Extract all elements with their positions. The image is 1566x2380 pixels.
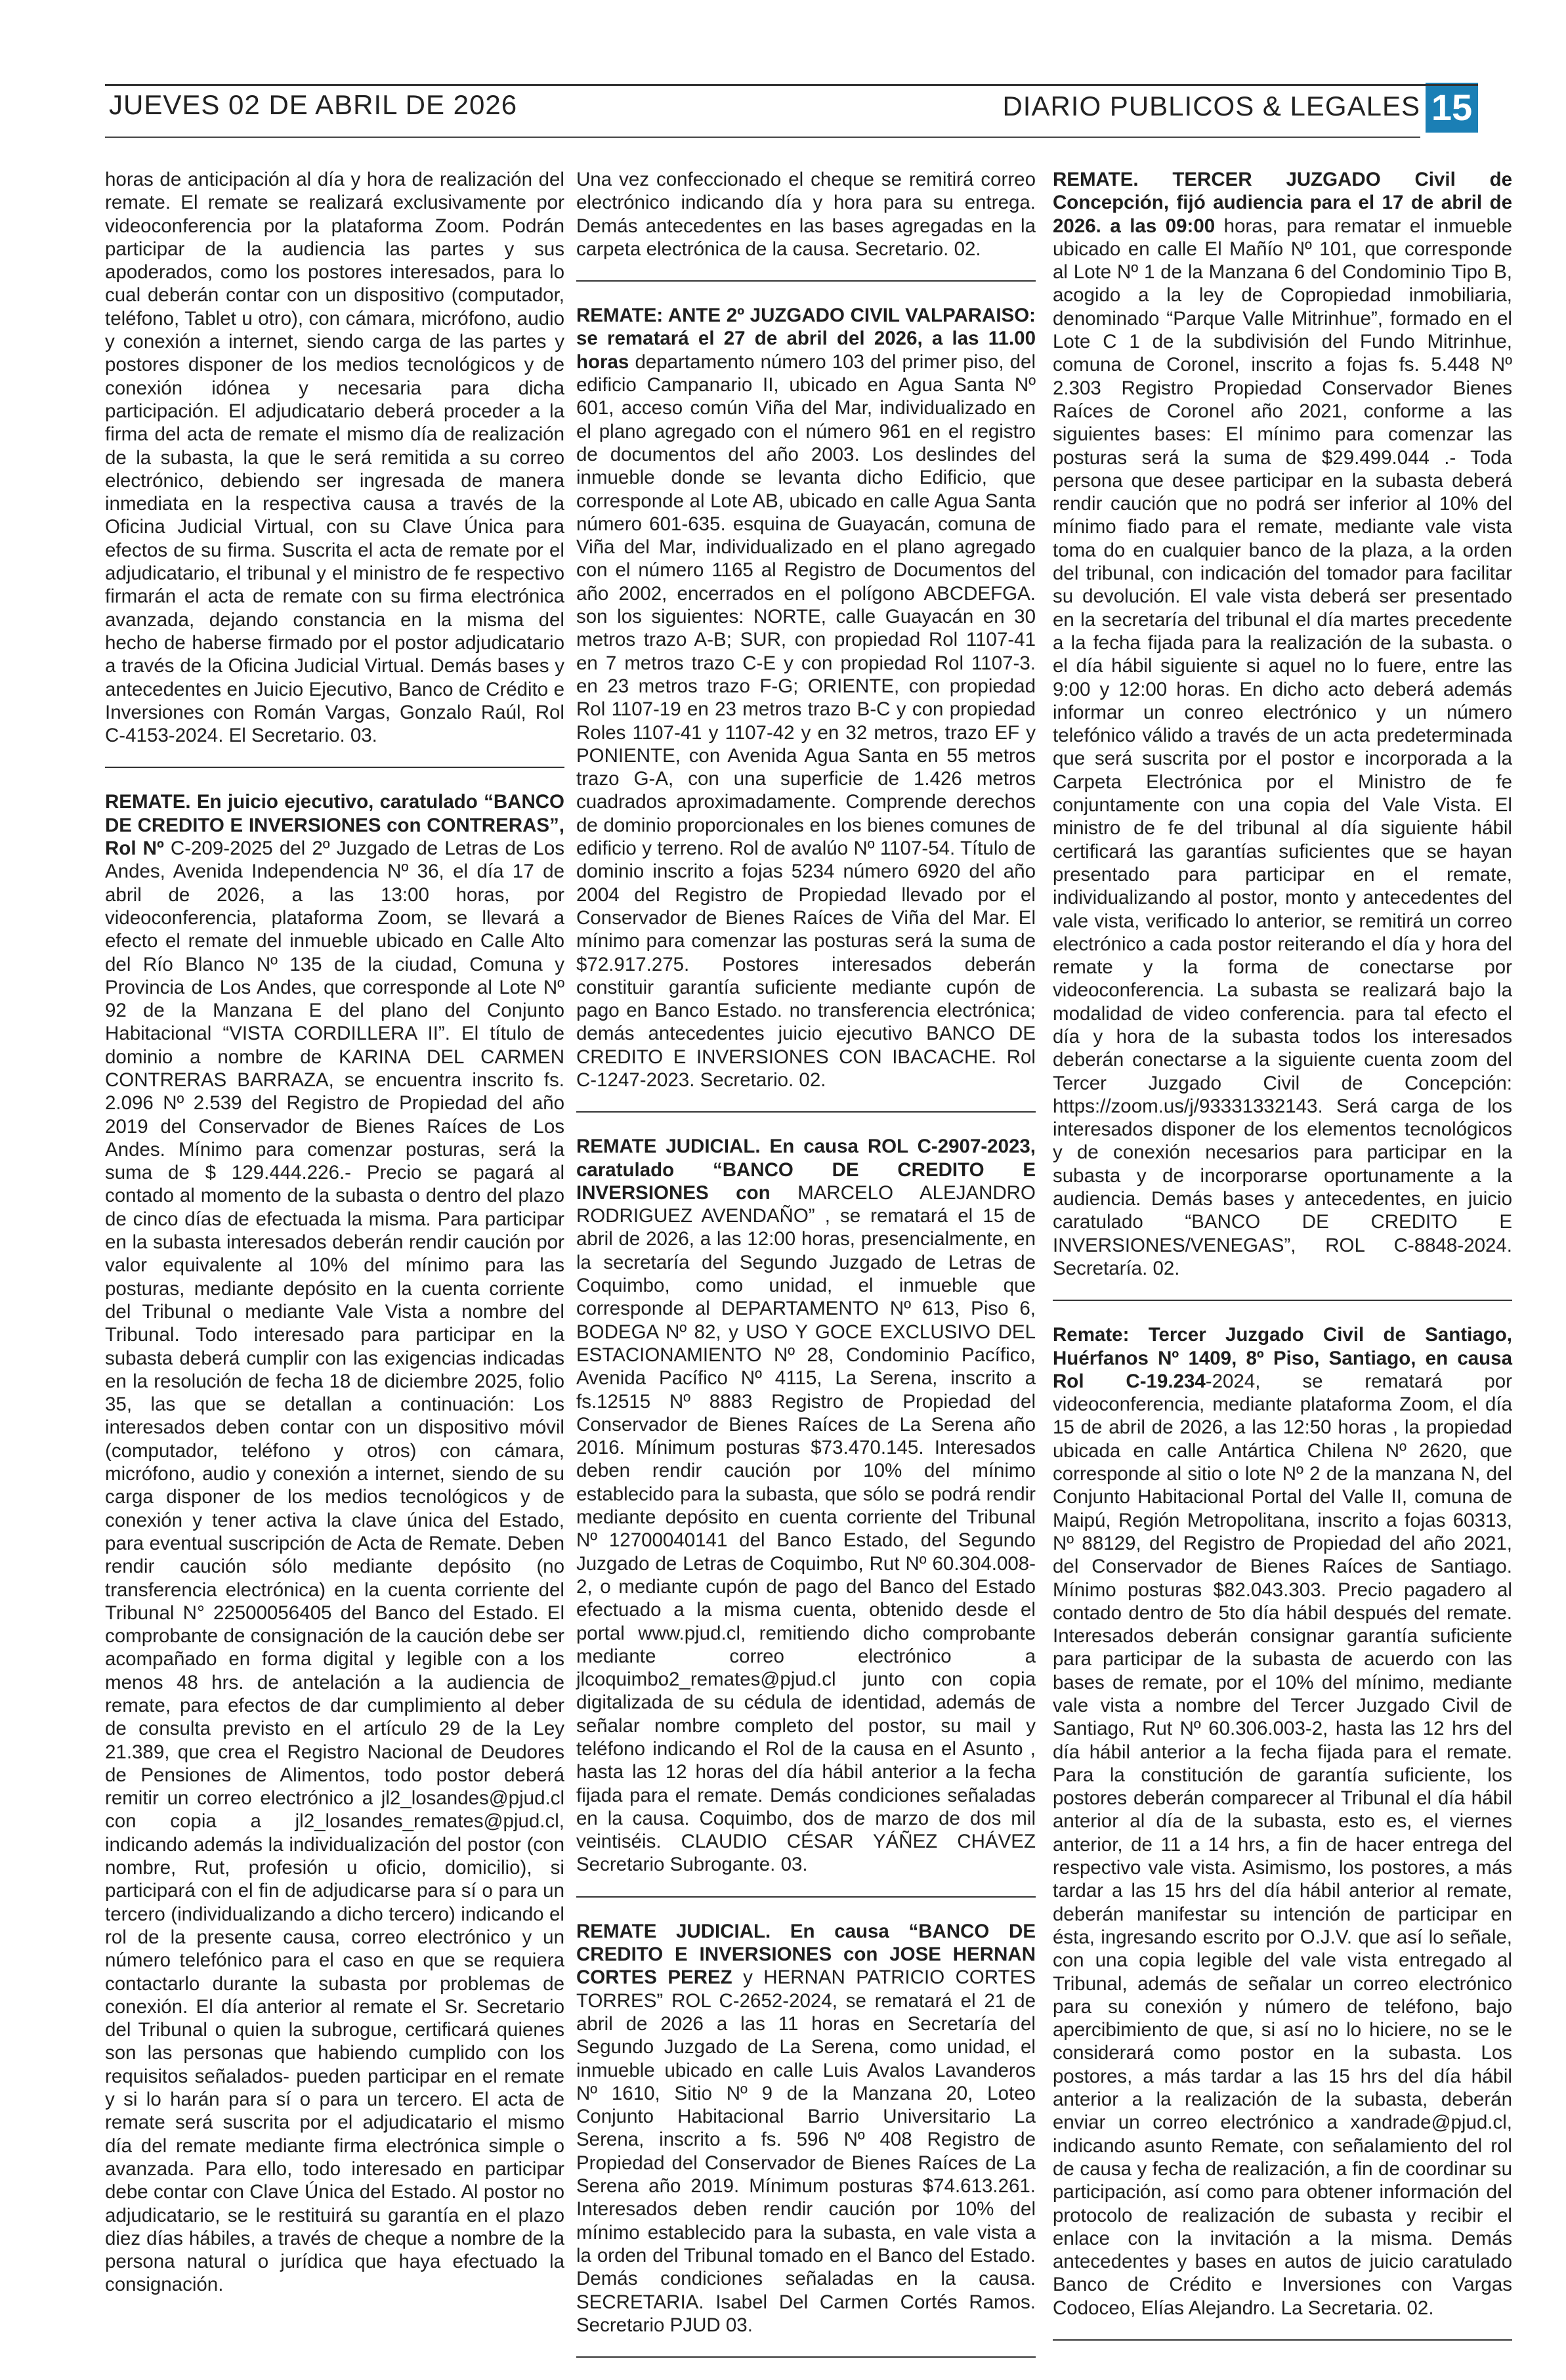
notice-divider — [105, 767, 564, 768]
notice-lead: REMATE. TERCER JUZGADO Civil de Concepción, fijó audiencia para el 17 de abril de 2026. a las 09:00 — [1053, 169, 1512, 237]
notice-lead: REMATE JUDICIAL. En causa ROL C-2907-2023, caratulado “BANCO DE CREDITO E INVERSIONES con — [576, 1136, 1036, 1204]
notice-divider — [576, 1111, 1036, 1113]
notice-remate-valparaiso — [576, 304, 1036, 1092]
header-rule-top — [105, 84, 1478, 86]
notice-divider — [576, 280, 1036, 282]
notice-remate-la-serena — [576, 1920, 1036, 2337]
issue-date: JUEVES 02 DE ABRIL DE 2026 — [109, 89, 518, 120]
notice-lead: Remate: Tercer Juzgado Civil de Santiago, Huérfanos Nº 1409, 8º Piso, Santiago, en causa Rol C-19.234 — [1053, 1324, 1512, 1392]
page-header — [105, 84, 1478, 137]
notice-divider — [576, 1896, 1036, 1898]
notice-remate-concepcion — [1053, 168, 1512, 1280]
notice-body: Una vez confeccionado el cheque se remitirá correo electrónico indicando día y hora para su entrega. Demás antecedentes en las bases agregadas en la carpeta electrónica de la causa. Secretario. 02. — [576, 169, 1036, 260]
notice-body: horas, para rematar el inmueble ubicado en calle El Mañío Nº 101, que corresponde al Lote Nº 1 de la Manzana 6 del Condominio Tipo B, acogido a la ley de Copropiedad inmobiliaria, denominado “Parque Valle Mitrinhue”, formado en el Lote C 1 de la subdivisión del Fundo Mitrinhue, comuna de Coronel, inscrito a fojas fs. 5.448 Nº 2.303 Registro Propiedad Conservador Bienes Raíces de Coronel año 2021, conforme a las siguientes bases: El mínimo para comenzar las posturas será la suma de $29.499.044 .- Toda persona que desee participar en la subasta deberá rendir caución que no podrá ser inferior al 10% del mínimo fiado para el remate, mediante vale vista toma do en cualquier banco de la plaza, a la orden del tribunal, con indicación del tomador para facilitar su devolución. El vale vista deberá ser presentado en la secretaría del tribunal el día martes precedente a la fecha fijada para la realización de la subasta. o el día hábil siguiente si aquel no lo fuere, entre las 9:00 y 12:00 horas. En dicho acto deberá además informar un conreo electrónico y un número telefónico válido a través de un acta predeterminada que será suscrita por el postor e incorporada a la Carpeta Electrónica por el Ministro de fe conjuntamente con una copia del Vale Vista. El ministro de fe del tribunal al día siguiente hábil certificará las garantías suficientes que se hayan presentado para participar en el remate, individualizando al postor, monto y antecedentes del vale vista, verificado lo anterior, se remitirá un correo electrónico a cada postor reiterando el día y hora del remate y la forma de conectarse por videoconferencia. La subasta se realizará bajo la modalidad de video conferencia. para tal efecto el día y hora de la subasta todos los interesados deberán conectarse a la siguiente cuenta zoom del Tercer Juzgado Civil de Concepción: https://zoom.us/j/93331332143. Será carga de los interesados disponer de los elementos tecnológicos y de conexión necesarios para participar en la subasta y de incorporarse oportunamente a la audiencia. Demás bases y antecedentes, en juicio caratulado “BANCO DE CREDITO E INVERSIONES/VENEGAS”, ROL C-8848-2024. Secretaría. 02. — [1053, 215, 1512, 1279]
notice-divider — [576, 2356, 1036, 2358]
header-rule-bottom — [105, 137, 1420, 138]
column-1 — [105, 168, 564, 2316]
notice-body: -2024, se rematará por videoconferencia, mediante plataforma Zoom, el día 15 de abril de 2026, a las 12:50 horas , la propiedad ubicada en calle Antártica Chilena Nº 2620, que corresponde al sitio o lote Nº 2 de la manzana N, del Conjunto Habitacional Portal del Valle II, comuna de Maipú, Región Metropolitana, inscrito a fojas 60313, Nº 88129, del Registro de Propiedad del año 2021, del Conservador de Bienes Raíces de Santiago. Mínimo posturas $82.043.303. Precio pagadero al contado dentro de 5to día hábil después del remate. Interesados deberán consignar garantía suficiente para participar de la subasta de acuerdo con las bases de remate, por el 10% del mínimo, mediante vale vista a nombre del Tercer Juzgado Civil de Santiago, Rut Nº 60.306.003-2, hasta las 12 hrs del día hábil anterior a la fecha fijada para el remate. Para la constitución de garantía suficiente, los postores deberán comparecer al Tribunal el día hábil anterior al día de la subasta, esto es, el viernes anterior, de 11 a 14 hrs, a fin de hacer entrega del respectivo vale vista. Asimismo, los postores, a más tardar a las 15 hrs del día hábil anterior al remate, deberán manifestar su intención de participar en ésta, ingresando escrito por O.J.V. que así lo señale, con una copia legible del vale vista entregado al Tribunal, además de señalar un correo electrónico para su conexión y número de teléfono, bajo apercibimiento de que, si así no lo hiciere, no se le considerará como postor en la subasta. Los postores, a más tardar a las 15 hrs del día hábil anterior a la realización de la subasta, deberán enviar un correo electrónico a xandrade@pjud.cl, indicando asunto Remate, con señalamiento del rol de causa y fecha de realización, a fin de coordinar su participación, así como para obtener información del protocolo de realización de subasta y recibir el enlace con la invitación a la misma. Demás antecedentes y bases en autos de juicio caratulado Banco de Crédito e Inversiones con Vargas Codoceo, Elías Alejandro. La Secretaria. 02. — [1053, 1370, 1512, 2319]
notice-body: departamento número 103 del primer piso, del edificio Campanario II, ubicado en Agua Santa Nº 601, acceso común Viña del Mar, individualizado en el plano agregado con el número 961 en el registro de documentos del año 2003. Los deslindes del inmueble donde se levanta dicho Edificio, que corresponde al Lote AB, ubicado en calle Agua Santa número 601-635. esquina de Guayacán, comuna de Viña del Mar, individualizado en el plano agregado con el número 1165 al Registro de Documentos del año 2002, encerrados en el polígono ABCDEFGA. son los siguientes: NORTE, calle Guayacán en 30 metros trazo A-B; SUR, con propiedad Rol 1107-41 en 7 metros trazo C-E y con propiedad Rol 1107-3. en 23 metros trazo F-G; ORIENTE, con propiedad Rol 1107-19 en 23 metros trazo B-C y con propiedad Roles 1107-41 y 1107-42 y en 32 metros, trazo EF y PONIENTE, con Avenida Agua Santa en 55 metros trazo G-A, con una superficie de 1.426 metros cuadrados aproximadamente. Comprende derechos de dominio proporcionales en los bienes comunes de edificio y terreno. Rol de avalúo Nº 1107-54. Título de dominio inscrito a fojas 5234 número 6920 del año 2004 del Registro de Propiedad llevado por el Conservador de Bienes Raíces de Viña del Mar. El mínimo para comenzar las posturas será la suma de $72.917.275. Postores interesados deberán constituir garantía suficiente mediante cupón de pago en Banco Estado. no transferencia electrónica; demás antecedentes juicio ejecutivo BANCO DE CREDITO E INVERSIONES CON IBACACHE. Rol C-1247-2023. Secretario. 02. — [576, 351, 1036, 1091]
notice-divider — [1053, 2339, 1512, 2341]
notice-body: C-209-2025 del 2º Juzgado de Letras de Los Andes, Avenida Independencia Nº 36, el día 17 de abril de 2026, a las 13:00 horas, por videoconferencia, plataforma Zoom, se llevará a efecto el remate del inmueble ubicado en Calle Alto del Río Blanco Nº 135 de la ciudad, Comuna y Provincia de Los Andes, que corresponde al Lote Nº 92 de la Manzana E del plano del Conjunto Habitacional “VISTA CORDILLERA II”. El título de dominio a nombre de KARINA DEL CARMEN CONTRERAS BARRAZA, se encuentra inscrito fs. 2.096 Nº 2.539 del Registro de Propiedad del año 2019 del Conservador de Bienes Raíces de Los Andes. Mínimo para comenzar posturas, será la suma de $ 129.444.226.- Precio se pagará al contado al momento de la subasta o dentro del plazo de cinco días de efectuada la misma. Para participar en la subasta interesados deberán rendir caución por valor equivalente al 10% del mínimo para las posturas, mediante depósito en la cuenta corriente del Tribunal o mediante Vale Vista a nombre del Tribunal. Todo interesado para participar en la subasta deberá cumplir con las exigencias indicadas en la resolución de fecha 18 de diciembre 2025, folio 35, las que se detallan a continuación: Los interesados deben contar con un dispositivo móvil (computador, teléfono y otros) con cámara, micrófono, audio y conexión a internet, siendo de su carga disponer de los medios tecnológicos y de conexión y tener activa la clave única del Estado, para eventual suscripción de Acta de Remate. Deben rendir caución sólo mediante depósito (no transferencia electrónica) en la cuenta corriente del Tribunal N° 22500056405 del Banco del Estado. El comprobante de consignación de la caución debe ser acompañado en forma digital y legible con a los menos 48 hrs. de antelación a la audiencia de remate, para efectos de dar cumplimiento al deber de consulta previsto en el artículo 29 de la Ley 21.389, que crea el Registro Nacional de Deudores de Pensiones de Alimentos, todo postor deberá remitir un correo electrónico a jl2_losandes@pjud.cl con copia a jl2_losandes_remates@pjud.cl, indicando además la individualización del postor (con nombre, Rut, profesión u oficio, domicilio), si participará con el fin de adjudicarse para sí o para un tercero (individualizando a dicho tercero) indicando el rol de la presente causa, correo electrónico y un número telefónico para el caso en que se requiera contactarlo durante la subasta por problemas de conexión. El día anterior al remate el Sr. Secretario del Tribunal o quien la subrogue, certificará quienes son las personas que habiendo cumplido con los requisitos señalados- pueden participar en el remate y si lo harán para sí o para un tercero. El acta de remate será suscrita por el adjudicatario el mismo día del remate mediante firma electrónica simple o avanzada. Para ello, todo interesado en participar debe contar con Clave Única del Estado. Al postor no adjudicatario, se le restituirá su garantía en el plazo diez días hábiles, a través de cheque a nombre de la persona natural o jurídica que haya efectuado la consignación. — [105, 838, 564, 2296]
column-3 — [1053, 168, 1512, 2363]
column-2 — [576, 168, 1036, 2380]
notice-remate-los-andes — [105, 790, 564, 2296]
notice-remate-coquimbo — [576, 1135, 1036, 1877]
notice-remate-santiago — [1053, 1323, 1512, 2320]
notice-body: horas de anticipación al día y hora de realización del remate. El remate se realizará exclusivamente por videoconferencia por la plataforma Zoom. Podrán participar de la audiencia las partes y sus apoderados, como los postores interesados, para lo cual deberán contar con un dispositivo (computador, teléfono, Tablet u otro), con cámara, micrófono, audio y conexión a internet, siendo carga de las partes y postores disponer de los medios tecnológicos y de conexión idónea y necesaria para dicha participación. El adjudicatario deberá proceder a la firma del acta de remate el mismo día de realización de la subasta, la que le será remitida a su correo electrónico, debiendo ser ingresada de manera inmediata en la respectiva causa a través de la Oficina Judicial Virtual, con su Clave Única para efectos de su firma. Suscrita el acta de remate por el adjudicatario, el tribunal y el ministro de fe respectivo firmarán el acta de remate con su firma electrónica avanzada, dejando constancia en la misma del hecho de haberse firmado por el postor adjudicatario a través de la Oficina Judicial Virtual. Demás bases y antecedentes en Juicio Ejecutivo, Banco de Crédito e Inversiones con Román Vargas, Gonzalo Raúl, Rol C-4153-2024. El Secretario. 03. — [105, 169, 564, 747]
notice-continuation — [105, 168, 564, 747]
page-number: 15 — [1426, 83, 1478, 133]
notice-divider — [1053, 1300, 1512, 1301]
notice-body: MARCELO ALEJANDRO RODRIGUEZ AVENDAÑO” , se rematará el 15 de abril de 2026, a las 12:00 horas, presencialmente, en la secretaría del Segundo Juzgado de Letras de Coquimbo, como unidad, el inmueble que corresponde al DEPARTAMENTO Nº 613, Piso 6, BODEGA Nº 82, y USO Y GOCE EXCLUSIVO DEL ESTACIONAMIENTO Nº 28, Condominio Pacífico, Avenida Pacífico Nº 4115, La Serena, inscrito a fs.12515 Nº 8883 Registro de Propiedad del Conservador de Bienes Raíces de La Serena año 2016. Mínimum posturas $73.470.145. Interesados deben rendir caución por 10% del mínimo establecido para la subasta, que sólo se podrá rendir mediante depósito en cuenta corriente del Tribunal Nº 12700040141 del Banco Estado, del Segundo Juzgado de Letras de Coquimbo, Rut Nº 60.304.008-2, o mediante cupón de pago del Banco del Estado efectuado a la misma cuenta, obtenido desde el portal www.pjud.cl, remitiendo dicho comprobante mediante correo electrónico a jlcoquimbo2_remates@pjud.cl junto con copia digitalizada de su cédula de identidad, además de señalar nombre completo del postor, su mail y teléfono indicando el Rol de la causa en el Asunto , hasta las 12 horas del día hábil anterior a la fecha fijada para el remate. Demás condiciones señaladas en la causa. Coquimbo, dos de marzo de dos mil veintiséis. CLAUDIO CÉSAR YÁÑEZ CHÁVEZ Secretario Subrogante. 03. — [576, 1181, 1036, 1876]
notice-lead: REMATE JUDICIAL. En causa “BANCO DE CREDITO E INVERSIONES con JOSE HERNAN CORTES PEREZ — [576, 1920, 1036, 1989]
notice-lead: REMATE. En juicio ejecutivo, caratulado “BANCO DE CREDITO E INVERSIONES con CONTRERAS”, Rol Nº — [105, 791, 564, 860]
publication-name: DIARIO PUBLICOS & LEGALES — [1002, 91, 1420, 121]
notice-lead: REMATE: ANTE 2º JUZGADO CIVIL VALPARAISO: se rematará el 27 de abril del 2026, a las 11.00 horas — [576, 305, 1036, 373]
notice-body: y HERNAN PATRICIO CORTES TORRES” ROL C-2652-2024, se rematará el 21 de abril de 2026 a las 11 horas en Secretaría del Segundo Juzgado de La Serena, como unidad, el inmueble ubicado en calle Luis Avalos Lavanderos Nº 1610, Sitio Nº 9 de la Manzana 20, Loteo Conjunto Habitacional Barrio Universitario La Serena, inscrito a fs. 596 Nº 408 Registro de Propiedad del Conservador de Bienes Raíces de La Serena año 2019. Mínimum posturas $74.613.261. Interesados deben rendir caución por 10% del mínimo establecido para la subasta, en vale vista a la orden del Tribunal tomado en el Banco del Estado. Demás condiciones señaladas en la causa. SECRETARIA. Isabel Del Carmen Cortés Ramos. Secretario PJUD 03. — [576, 1966, 1036, 2336]
notice-continuation — [576, 168, 1036, 261]
